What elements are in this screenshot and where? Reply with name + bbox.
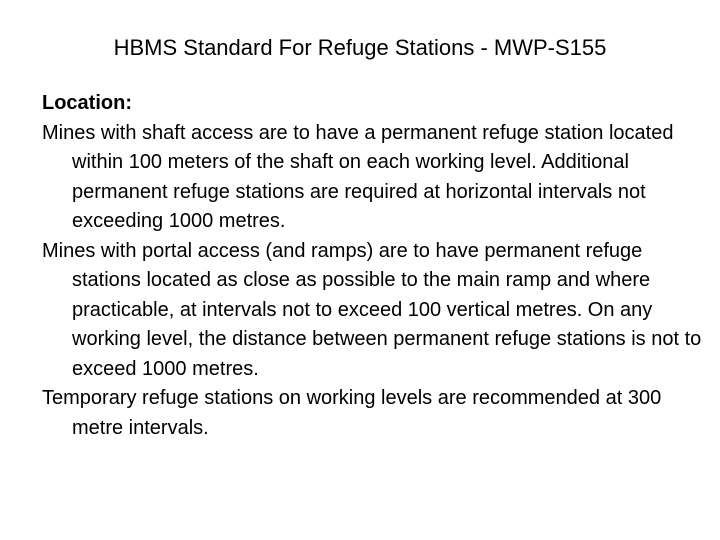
slide-title: HBMS Standard For Refuge Stations - MWP-S155 xyxy=(113,35,607,60)
location-heading: Location: xyxy=(42,92,132,114)
slide-body xyxy=(42,89,702,443)
temporary-stations-paragraph: Temporary refuge stations on working levels are recommended at 300 metre intervals. xyxy=(42,387,662,439)
shaft-access-paragraph: Mines with shaft access are to have a permanent refuge station located within 100 meters of the shaft on each working level. Additional permanent refuge stations are required at horizontal intervals not exceeding 1000 metres. xyxy=(42,121,674,232)
portal-access-paragraph: Mines with portal access (and ramps) are to have permanent refuge stations located as close as possible to the main ramp and where practicable, at intervals not to exceed 100 vertical metres. On any working level, the distance between permanent refuge stations is not to exceed 1000 metres. xyxy=(42,239,702,380)
